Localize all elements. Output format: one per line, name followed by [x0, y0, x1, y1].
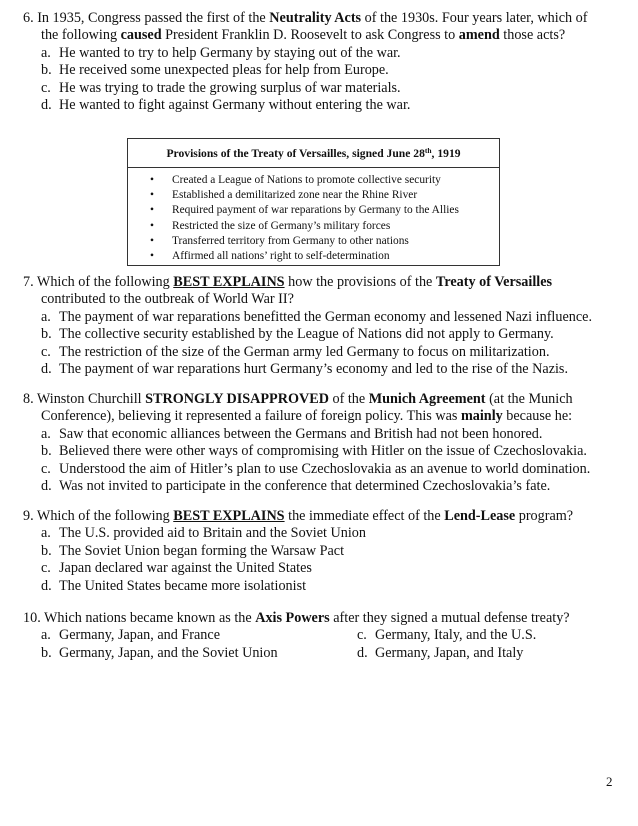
option-text: Germany, Japan, and France — [59, 627, 220, 644]
question-7-option-a[interactable] — [23, 309, 623, 326]
list-item — [128, 188, 499, 203]
bold-underlined-term: BEST EXPLAINS — [173, 274, 285, 290]
option-letter: c. — [41, 343, 51, 360]
option-text: Germany, Japan, and the Soviet Union — [59, 644, 278, 661]
text: (at the Munich — [485, 391, 573, 407]
question-6-option-b[interactable] — [23, 62, 623, 79]
option-text: The restriction of the size of the German army led Germany to focus on militarization. — [59, 343, 550, 360]
text: the following — [41, 27, 121, 44]
text: the immediate effect of the — [284, 508, 445, 524]
superscript: th — [424, 146, 432, 155]
option-letter: d. — [357, 644, 368, 661]
bold-term: STRONGLY DISAPPROVED — [145, 391, 329, 407]
question-10-options-row-2 — [23, 645, 623, 662]
question-7-option-c[interactable] — [23, 344, 623, 361]
list-item — [128, 173, 499, 188]
question-7-option-d[interactable] — [23, 361, 623, 378]
question-9-option-d[interactable] — [23, 578, 623, 595]
option-letter: c. — [41, 460, 51, 477]
question-8-stem-line-2 — [23, 408, 623, 425]
question-8-option-c[interactable] — [23, 461, 623, 478]
treaty-provisions-list — [128, 173, 499, 264]
bullet-icon: • — [150, 219, 154, 232]
option-letter: c. — [357, 627, 367, 644]
text: of the — [328, 391, 369, 407]
option-text: The collective security established by the League of Nations did not apply to Germany. — [59, 326, 554, 343]
option-text: Saw that economic alliances between the Germans and British had not been honored. — [59, 425, 543, 442]
option-text: Japan declared war against the United States — [59, 560, 312, 577]
bold-underlined-term: BEST EXPLAINS — [173, 508, 285, 524]
question-8-option-d[interactable] — [23, 478, 623, 495]
text: because he: — [502, 408, 573, 425]
question-8 — [23, 391, 623, 495]
option-letter: b. — [41, 326, 52, 343]
bold-term: Axis Powers — [255, 610, 330, 626]
text: 10. Which nations became known as the — [23, 610, 256, 626]
option-text: He received some unexpected pleas for help from Europe. — [59, 62, 389, 79]
option-text: Was not invited to participate in the conference that determined Czechoslovakia’s fate. — [59, 478, 551, 495]
list-item-text: Created a League of Nations to promote collective security — [172, 174, 441, 186]
question-6-stem-line-1 — [23, 10, 623, 27]
option-letter: d. — [41, 361, 52, 378]
option-letter: b. — [41, 62, 52, 79]
list-item-text: Established a demilitarized zone near the Rhine River — [172, 189, 418, 202]
list-item-text: Transferred territory from Germany to other nations — [172, 234, 409, 247]
question-6-stem-line-2 — [23, 27, 623, 44]
question-10-options-row-1 — [23, 627, 623, 644]
text: of the 1930s. Four years later, which of — [361, 10, 588, 26]
option-letter: a. — [41, 308, 51, 325]
list-item-text: Affirmed all nations’ right to self-determination — [172, 250, 390, 263]
option-letter: a. — [41, 425, 51, 442]
option-letter: a. — [41, 44, 51, 61]
question-7-stem-line-1 — [23, 274, 623, 291]
question-6 — [23, 10, 623, 114]
text: after they signed a mutual defense treaty? — [329, 610, 570, 626]
bold-term: mainly — [460, 408, 503, 425]
question-7-option-b[interactable] — [23, 326, 623, 343]
bold-term: amend — [458, 27, 500, 44]
option-text: The U.S. provided aid to Britain and the Soviet Union — [59, 525, 366, 542]
text: President Franklin D. Roosevelt to ask Congress to — [161, 27, 459, 44]
option-letter: a. — [41, 525, 51, 542]
bold-term: caused — [120, 27, 162, 44]
bullet-icon: • — [150, 174, 154, 186]
option-text: He was trying to trade the growing surplus of war materials. — [59, 79, 401, 96]
question-9-option-c[interactable] — [23, 560, 623, 577]
bullet-icon: • — [150, 204, 154, 217]
option-text: Germany, Italy, and the U.S. — [375, 627, 537, 644]
text: those acts? — [499, 27, 566, 44]
option-letter: c. — [41, 79, 51, 96]
list-item-text: Restricted the size of Germany’s military forces — [172, 219, 391, 232]
option-letter: d. — [41, 478, 52, 495]
question-9 — [23, 508, 623, 595]
bold-term: Lend-Lease — [444, 508, 516, 524]
bullet-icon: • — [150, 234, 154, 247]
question-6-option-a[interactable] — [23, 45, 623, 62]
option-letter: b. — [41, 644, 52, 661]
option-text: Understood the aim of Hitler’s plan to use Czechoslovakia as an avenue to world domination. — [59, 460, 591, 477]
question-8-option-a[interactable] — [23, 426, 623, 443]
list-item — [128, 219, 499, 234]
list-item-text: Required payment of war reparations by Germany to the Allies — [172, 204, 459, 217]
question-7 — [23, 274, 623, 378]
bullet-icon: • — [150, 189, 154, 202]
question-8-option-b[interactable] — [23, 443, 623, 460]
text: program? — [515, 508, 574, 524]
question-10-option-c[interactable] — [357, 627, 536, 644]
bold-term: Munich Agreement — [368, 391, 486, 407]
question-6-option-d[interactable] — [23, 97, 623, 114]
page-number: 2 — [606, 774, 613, 789]
text: Provisions of the Treaty of Versailles, signed June 28 — [166, 147, 425, 160]
question-8-stem-line-1 — [23, 391, 623, 408]
option-text: The Soviet Union began forming the Warsaw Pact — [59, 542, 345, 559]
question-10-stem-line-1 — [23, 610, 623, 627]
list-item — [128, 203, 499, 218]
question-9-option-b[interactable] — [23, 543, 623, 560]
option-text: Believed there were other ways of compromising with Hitler on the issue of Czechoslovakia. — [59, 443, 587, 460]
question-10-option-d[interactable] — [357, 645, 523, 662]
option-text: Germany, Japan, and Italy — [375, 644, 524, 661]
question-10-option-b[interactable] — [41, 645, 357, 662]
text: , 1919 — [431, 147, 461, 160]
bold-term: Neutrality Acts — [269, 10, 362, 26]
option-letter: a. — [41, 627, 51, 644]
option-text: The payment of war reparations hurt Germany’s economy and led to the rise of the Nazis. — [59, 361, 569, 378]
question-9-option-a[interactable] — [23, 525, 623, 542]
option-letter: c. — [41, 560, 51, 577]
option-text: He wanted to fight against Germany without entering the war. — [59, 97, 411, 114]
list-item — [128, 249, 499, 264]
option-letter: d. — [41, 97, 52, 114]
list-item — [128, 234, 499, 249]
treaty-provisions-title — [128, 139, 499, 168]
option-letter: d. — [41, 577, 52, 594]
option-letter: b. — [41, 443, 52, 460]
bold-term: Treaty of Versailles — [435, 274, 553, 290]
text: 7. Which of the following — [23, 274, 174, 290]
text: how the provisions of the — [284, 274, 436, 290]
question-6-option-c[interactable] — [23, 80, 623, 97]
question-9-stem-line-1 — [23, 508, 623, 525]
option-text: The United States became more isolationist — [59, 577, 307, 594]
text: 9. Which of the following — [23, 508, 174, 524]
question-7-stem-line-2: contributed to the outbreak of World War II? — [41, 291, 294, 308]
text: Conference), believing it represented a failure of foreign policy. This was — [41, 408, 461, 425]
question-10-option-a[interactable] — [41, 627, 357, 644]
text: 8. Winston Churchill — [23, 391, 146, 407]
bullet-icon: • — [150, 250, 154, 263]
option-text: The payment of war reparations benefitted the German economy and lessened Nazi influence. — [59, 308, 592, 325]
option-letter: b. — [41, 542, 52, 559]
treaty-provisions-box — [127, 138, 500, 266]
question-10 — [23, 610, 623, 662]
option-text: He wanted to try to help Germany by staying out of the war. — [59, 44, 401, 61]
text: 6. In 1935, Congress passed the first of the — [23, 10, 270, 26]
